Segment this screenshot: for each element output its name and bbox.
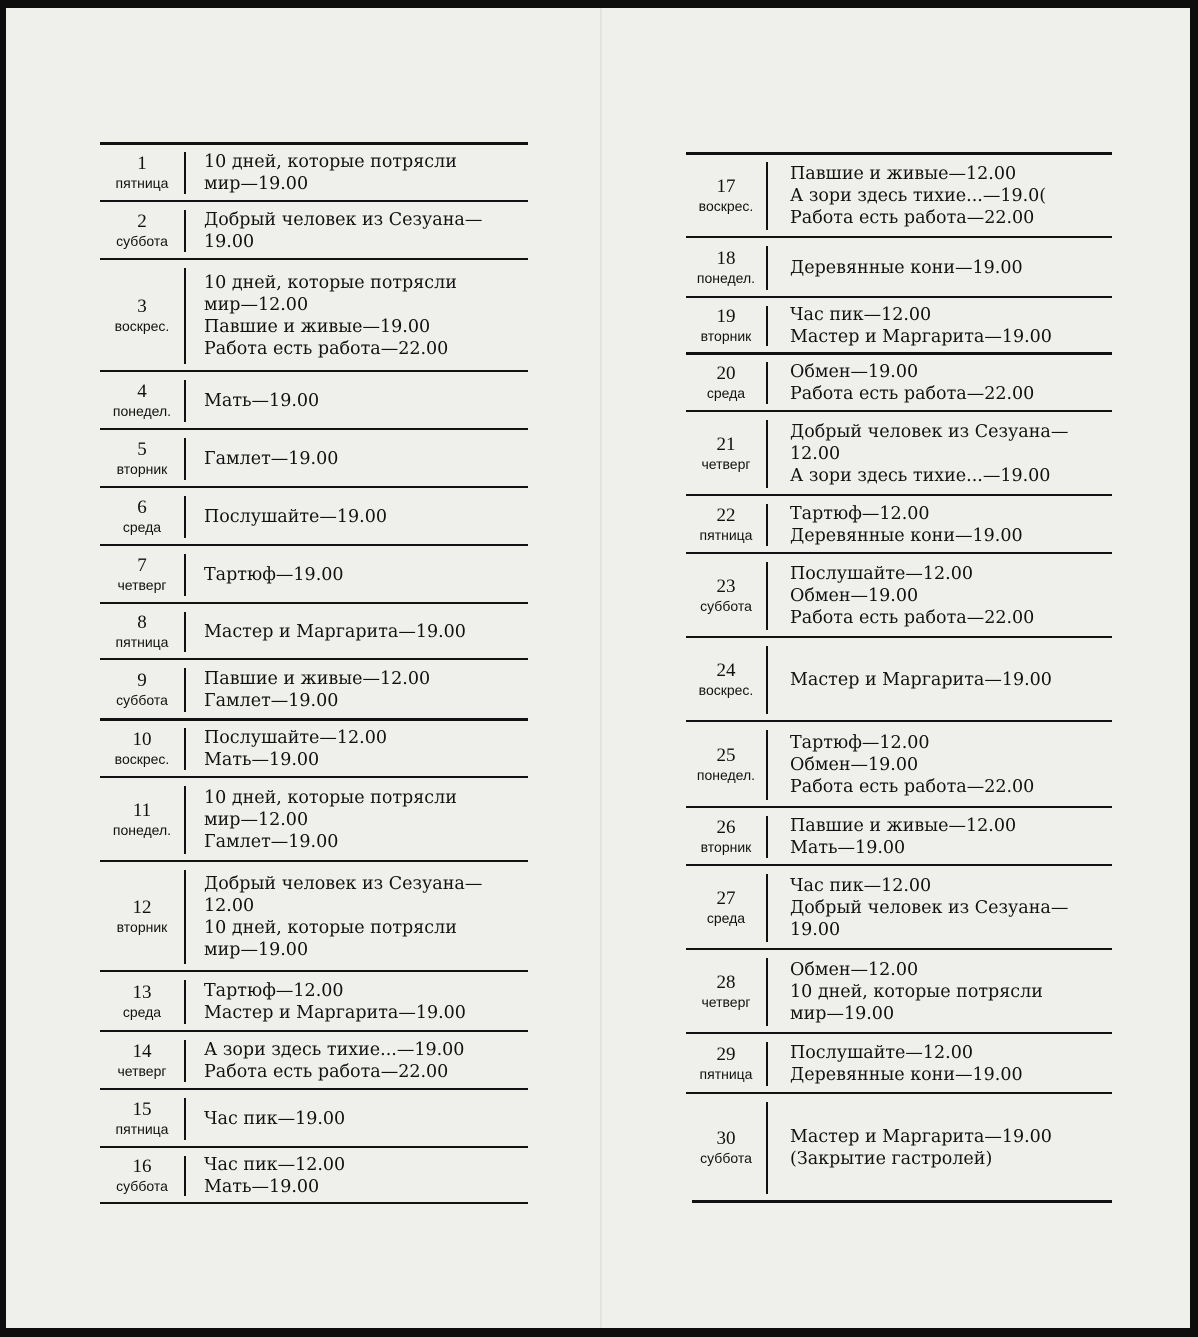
performance-line: Работа есть работа—22.00: [790, 208, 1035, 228]
performance-line: Мастер и Маргарита—19.00: [790, 670, 1052, 690]
column-divider: [766, 646, 768, 714]
day-number: 12: [132, 897, 152, 918]
column-divider: [766, 246, 768, 290]
performance-list: [790, 640, 1052, 720]
performance-line: мир—19.00: [790, 1004, 895, 1024]
row-divider: [100, 658, 528, 660]
performance-line: Добрый человек из Сезуана—: [204, 210, 483, 230]
row-divider: [686, 1092, 1112, 1094]
column-divider: [766, 306, 768, 346]
performance-list: [204, 974, 466, 1030]
performance-line: Павшие и живые—19.00: [204, 317, 431, 337]
day-cell: [686, 414, 766, 494]
column-divider: [184, 268, 186, 364]
day-number: 6: [137, 497, 147, 518]
day-cell: [686, 868, 766, 948]
schedule-row: [100, 486, 528, 544]
schedule-row: [686, 1032, 1112, 1092]
performance-list: [790, 240, 1023, 296]
performance-list: [204, 780, 457, 860]
day-cell: [100, 374, 184, 428]
column-divider: [184, 786, 186, 854]
schedule-row: [686, 410, 1112, 494]
row-divider: [686, 494, 1112, 496]
performance-line: Мастер и Маргарита—19.00: [790, 1127, 1052, 1147]
column-divider: [766, 362, 768, 404]
performance-list: [790, 868, 1068, 948]
day-cell: [686, 952, 766, 1032]
day-number: 28: [716, 972, 736, 993]
day-cell: [686, 356, 766, 410]
performance-line: 10 дней, которые потрясли: [790, 982, 1043, 1002]
column-divider: [184, 612, 186, 652]
row-divider: [100, 142, 528, 145]
schedule-row: [100, 142, 528, 200]
row-divider: [100, 258, 528, 260]
day-number: 11: [132, 800, 152, 821]
performance-line: Послушайте—12.00: [790, 1043, 974, 1063]
performance-line: Павшие и живые—12.00: [204, 669, 431, 689]
row-divider: [100, 1030, 528, 1032]
schedule-row: [686, 352, 1112, 410]
day-number: 2: [137, 211, 147, 232]
performance-line: Мастер и Маргарита—19.00: [204, 1003, 466, 1023]
day-number: 19: [716, 306, 736, 327]
performance-list: [204, 374, 319, 428]
performance-list: [204, 606, 466, 658]
performance-line: Гамлет—19.00: [204, 691, 339, 711]
day-cell: [100, 1092, 184, 1146]
weekday-name: суббота: [116, 1178, 168, 1194]
day-cell: [100, 490, 184, 544]
column-divider: [766, 420, 768, 488]
day-cell: [100, 548, 184, 602]
day-cell: [686, 556, 766, 636]
day-number: 14: [132, 1041, 152, 1062]
weekday-name: воскрес.: [698, 682, 754, 698]
performance-line: Гамлет—19.00: [204, 832, 339, 852]
day-number: 27: [716, 888, 736, 909]
schedule-row: [686, 948, 1112, 1032]
performance-line: Обмен—12.00: [790, 960, 919, 980]
performance-list: [790, 156, 1046, 236]
schedule-row: [686, 236, 1112, 296]
performance-line: Добрый человек из Сезуана—: [204, 874, 483, 894]
day-number: 10: [132, 729, 152, 750]
schedule-row: [100, 1030, 528, 1088]
performance-line: (Закрытие гастролей): [790, 1149, 993, 1169]
row-divider: [686, 236, 1112, 238]
performance-line: 10 дней, которые потрясли: [204, 152, 457, 172]
performance-line: Мать—19.00: [790, 838, 906, 858]
performance-line: Час пик—12.00: [790, 876, 932, 896]
performance-line: Мастер и Маргарита—19.00: [204, 622, 466, 642]
performance-list: [204, 204, 482, 258]
schedule-row: [100, 200, 528, 258]
row-divider: [100, 1088, 528, 1090]
schedule-row: [100, 970, 528, 1030]
schedule-row: [100, 1146, 528, 1202]
schedule-row: [686, 552, 1112, 636]
schedule-row: [686, 152, 1112, 236]
schedule-row: [100, 602, 528, 658]
row-divider: [686, 948, 1112, 950]
performance-list: [790, 556, 1034, 636]
column-divider: [766, 816, 768, 858]
weekday-name: четверг: [117, 1063, 167, 1079]
day-number: 16: [132, 1156, 152, 1177]
schedule-row: [100, 370, 528, 428]
schedule-row: [686, 1092, 1112, 1200]
weekday-name: пятница: [699, 1066, 753, 1082]
weekday-name: пятница: [115, 634, 169, 650]
column-divider: [766, 874, 768, 942]
day-number: 21: [716, 434, 736, 455]
day-number: 3: [137, 296, 147, 317]
weekday-name: среда: [122, 519, 162, 535]
performance-list: [204, 548, 344, 602]
weekday-name: четверг: [701, 456, 751, 472]
row-divider: [100, 1146, 528, 1148]
row-divider: [100, 200, 528, 202]
day-number: 22: [716, 505, 736, 526]
performance-line: Тартюф—12.00: [790, 504, 930, 524]
weekday-name: понедел.: [112, 822, 172, 838]
day-number: 15: [132, 1099, 152, 1120]
schedule-row: [686, 636, 1112, 720]
day-number: 17: [716, 176, 736, 197]
column-divider: [184, 1098, 186, 1140]
performance-line: Тартюф—19.00: [204, 565, 344, 585]
day-number: 5: [137, 439, 147, 460]
weekday-name: среда: [706, 385, 746, 401]
row-divider: [686, 352, 1112, 355]
column-divider: [184, 668, 186, 712]
day-cell: [686, 1096, 766, 1200]
performance-line: Обмен—19.00: [790, 362, 919, 382]
weekday-name: суббота: [700, 598, 752, 614]
day-number: 13: [132, 982, 152, 1003]
column-divider: [184, 1156, 186, 1196]
performance-line: 12.00: [790, 444, 841, 464]
performance-line: Обмен—19.00: [790, 755, 919, 775]
day-cell: [100, 780, 184, 860]
schedule-row: [100, 718, 528, 776]
performance-line: А зори здесь тихие...—19.00: [204, 1040, 465, 1060]
performance-list: [204, 1150, 345, 1202]
day-number: 23: [716, 576, 736, 597]
performance-list: [204, 864, 482, 970]
weekday-name: четверг: [701, 994, 751, 1010]
performance-list: [204, 490, 387, 544]
performance-line: 12.00: [204, 896, 255, 916]
performance-line: Деревянные кони—19.00: [790, 258, 1023, 278]
day-cell: [686, 240, 766, 296]
weekday-name: вторник: [700, 839, 752, 855]
row-divider: [686, 152, 1112, 155]
weekday-name: четверг: [117, 577, 167, 593]
performance-line: Час пик—12.00: [790, 305, 932, 325]
performance-line: Обмен—19.00: [790, 586, 919, 606]
row-divider: [686, 806, 1112, 808]
column-divider: [184, 1040, 186, 1082]
day-number: 9: [137, 670, 147, 691]
day-cell: [100, 864, 184, 970]
schedule-row: [686, 296, 1112, 352]
row-divider: [686, 410, 1112, 412]
performance-line: Тартюф—12.00: [790, 733, 930, 753]
performance-line: Тартюф—12.00: [204, 981, 344, 1001]
weekday-name: пятница: [115, 1121, 169, 1137]
day-number: 7: [137, 555, 147, 576]
day-cell: [100, 662, 184, 718]
performance-line: Гамлет—19.00: [204, 449, 339, 469]
performance-line: Павшие и живые—12.00: [790, 164, 1017, 184]
row-divider: [686, 720, 1112, 722]
performance-line: Мать—19.00: [204, 391, 320, 411]
performance-line: мир—12.00: [204, 295, 309, 315]
day-cell: [686, 640, 766, 720]
weekday-name: вторник: [116, 919, 168, 935]
column-divider: [184, 870, 186, 964]
performance-line: Час пик—12.00: [204, 1155, 346, 1175]
column-divider: [184, 152, 186, 194]
column-divider: [184, 728, 186, 770]
weekday-name: воскрес.: [114, 318, 170, 334]
row-divider: [100, 860, 528, 862]
column-divider: [766, 162, 768, 230]
row-divider: [100, 718, 528, 721]
column-divider: [766, 730, 768, 800]
performance-line: Добрый человек из Сезуана—: [790, 898, 1069, 918]
weekday-name: пятница: [115, 175, 169, 191]
schedule-row: [100, 1088, 528, 1146]
day-cell: [100, 722, 184, 776]
day-cell: [686, 810, 766, 864]
weekday-name: среда: [706, 910, 746, 926]
day-number: 25: [716, 745, 736, 766]
performance-line: Работа есть работа—22.00: [790, 608, 1035, 628]
performance-line: А зори здесь тихие...—19.0(: [790, 186, 1047, 206]
performance-list: [790, 952, 1043, 1032]
performance-list: [790, 810, 1016, 864]
performance-list: [790, 414, 1068, 494]
day-cell: [100, 1150, 184, 1202]
performance-line: Деревянные кони—19.00: [790, 526, 1023, 546]
performance-line: Мать—19.00: [204, 1177, 320, 1197]
day-number: 1: [137, 153, 147, 174]
performance-line: А зори здесь тихие...—19.00: [790, 466, 1051, 486]
performance-line: Мать—19.00: [204, 750, 320, 770]
performance-line: Работа есть работа—22.00: [204, 1062, 449, 1082]
performance-line: 19.00: [204, 232, 255, 252]
weekday-name: суббота: [116, 233, 168, 249]
performance-line: Павшие и живые—12.00: [790, 816, 1017, 836]
weekday-name: понедел.: [696, 270, 756, 286]
weekday-name: понедел.: [696, 767, 756, 783]
day-cell: [100, 432, 184, 486]
weekday-name: среда: [122, 1004, 162, 1020]
day-number: 4: [137, 381, 147, 402]
day-cell: [100, 1034, 184, 1088]
weekday-name: вторник: [116, 461, 168, 477]
weekday-name: суббота: [700, 1150, 752, 1166]
weekday-name: воскрес.: [114, 751, 170, 767]
schedule-row: [100, 776, 528, 860]
day-cell: [686, 156, 766, 236]
day-cell: [686, 1036, 766, 1092]
column-divider: [766, 958, 768, 1026]
row-divider: [100, 602, 528, 604]
day-cell: [686, 300, 766, 352]
performance-line: Послушайте—19.00: [204, 507, 388, 527]
row-divider: [100, 428, 528, 430]
day-number: 30: [716, 1128, 736, 1149]
column-divider: [184, 438, 186, 480]
day-cell: [100, 146, 184, 200]
performance-line: 19.00: [790, 920, 841, 940]
performance-line: 10 дней, которые потрясли: [204, 273, 457, 293]
column-divider: [766, 504, 768, 546]
column-divider: [184, 210, 186, 252]
table-bottom-rule: [692, 1200, 1112, 1203]
row-divider: [100, 970, 528, 972]
performance-line: Работа есть работа—22.00: [790, 384, 1035, 404]
row-divider: [686, 552, 1112, 554]
schedule-row: [686, 494, 1112, 552]
performance-line: Добрый человек из Сезуана—: [790, 422, 1069, 442]
performance-list: [204, 262, 457, 370]
row-divider: [100, 370, 528, 372]
weekday-name: пятница: [699, 527, 753, 543]
performance-line: Работа есть работа—22.00: [204, 339, 449, 359]
weekday-name: суббота: [116, 692, 168, 708]
performance-list: [790, 1096, 1052, 1200]
schedule-left-column: [100, 0, 528, 1337]
table-bottom-rule: [100, 1202, 528, 1204]
weekday-name: вторник: [700, 328, 752, 344]
column-divider: [184, 554, 186, 596]
day-cell: [100, 974, 184, 1030]
weekday-name: понедел.: [112, 403, 172, 419]
schedule-row: [686, 720, 1112, 806]
performance-line: 10 дней, которые потрясли: [204, 918, 457, 938]
schedule-row: [100, 258, 528, 370]
performance-line: 10 дней, которые потрясли: [204, 788, 457, 808]
day-cell: [686, 498, 766, 552]
performance-line: Мастер и Маргарита—19.00: [790, 327, 1052, 347]
day-cell: [100, 204, 184, 258]
schedule-row: [100, 544, 528, 602]
performance-list: [204, 662, 430, 718]
day-number: 29: [716, 1044, 736, 1065]
schedule-row: [686, 806, 1112, 864]
performance-list: [790, 1036, 1023, 1092]
performance-line: Работа есть работа—22.00: [790, 777, 1035, 797]
row-divider: [100, 486, 528, 488]
row-divider: [686, 864, 1112, 866]
performance-list: [204, 1092, 345, 1146]
day-cell: [100, 606, 184, 658]
schedule-row: [100, 860, 528, 970]
row-divider: [686, 1032, 1112, 1034]
performance-line: Послушайте—12.00: [790, 564, 974, 584]
performance-line: мир—12.00: [204, 810, 309, 830]
performance-list: [790, 498, 1023, 552]
row-divider: [686, 636, 1112, 638]
column-divider: [766, 1042, 768, 1086]
performance-list: [790, 356, 1034, 410]
day-number: 20: [716, 363, 736, 384]
performance-list: [204, 722, 387, 776]
weekday-name: воскрес.: [698, 198, 754, 214]
column-divider: [766, 1102, 768, 1194]
row-divider: [100, 544, 528, 546]
day-cell: [686, 724, 766, 806]
performance-list: [204, 146, 457, 200]
performance-line: Час пик—19.00: [204, 1109, 346, 1129]
performance-list: [790, 300, 1052, 352]
schedule-row: [686, 864, 1112, 948]
day-number: 24: [716, 660, 736, 681]
column-divider: [184, 496, 186, 538]
day-number: 18: [716, 248, 736, 269]
performance-line: мир—19.00: [204, 174, 309, 194]
column-divider: [184, 980, 186, 1024]
day-number: 8: [137, 612, 147, 633]
performance-line: Деревянные кони—19.00: [790, 1065, 1023, 1085]
column-divider: [184, 380, 186, 422]
performance-line: мир—19.00: [204, 940, 309, 960]
row-divider: [686, 296, 1112, 298]
page-fold: [600, 8, 602, 1328]
schedule-right-column: [686, 0, 1112, 1337]
day-number: 26: [716, 817, 736, 838]
column-divider: [766, 562, 768, 630]
row-divider: [100, 776, 528, 778]
performance-line: Послушайте—12.00: [204, 728, 388, 748]
schedule-row: [100, 428, 528, 486]
performance-list: [204, 1034, 464, 1088]
day-cell: [100, 262, 184, 370]
schedule-row: [100, 658, 528, 718]
performance-list: [204, 432, 338, 486]
performance-list: [790, 724, 1034, 806]
